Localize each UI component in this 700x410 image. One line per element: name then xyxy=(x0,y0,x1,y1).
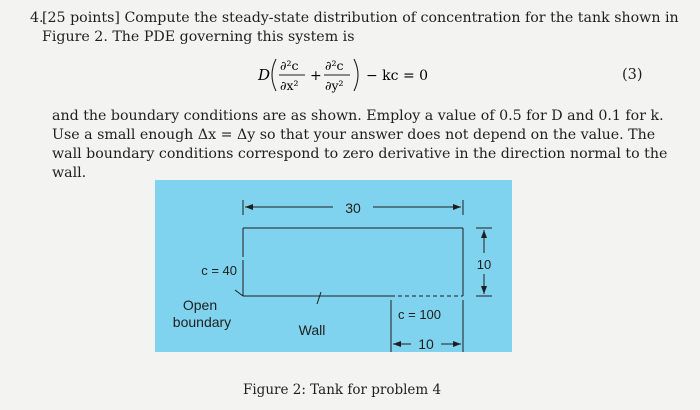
eq-term2-num: ∂²c xyxy=(325,58,344,73)
eq-term1-num: ∂²c xyxy=(280,58,299,73)
open-label-line1: Open xyxy=(182,297,218,313)
problem-points: [25 points] xyxy=(42,10,120,26)
arrowhead-10h-right xyxy=(453,341,461,347)
arrowhead-30-left xyxy=(245,204,253,210)
open-label-line2: boundary xyxy=(172,314,232,330)
problem-statement xyxy=(30,9,682,47)
figure-caption: Figure 2: Tank for problem 4 xyxy=(243,382,442,398)
bottom-width-label: 10 xyxy=(418,336,434,352)
arrowhead-10v-bottom xyxy=(481,286,487,294)
eq-term1-den: ∂x² xyxy=(280,78,299,93)
right-boundary-condition: c = 100 xyxy=(398,307,442,322)
tank-figure xyxy=(155,180,512,352)
problem-followup: and the boundary conditions are as shown. Employ a value of 0.5 for D and 0.1 for k. Use a small enough Δx = Δy so that your answer does not depend on the value. The wall boundary conditions correspond to zero derivative in the direction normal to the wall. xyxy=(52,108,668,181)
eq-term2-den: ∂y² xyxy=(325,78,344,93)
arrowhead-30-right xyxy=(453,204,461,210)
problem-number: 4. xyxy=(30,10,44,26)
pde-equation xyxy=(258,53,458,97)
width-label: 30 xyxy=(345,200,361,216)
arrowhead-10v-top xyxy=(481,230,487,238)
eq-rest: − kc = 0 xyxy=(366,68,429,84)
arrowhead-10h-left xyxy=(393,341,401,347)
open-boundary-leader-line xyxy=(235,290,243,296)
eq-left-paren xyxy=(272,59,276,91)
eq-plus: + xyxy=(310,68,322,84)
height-label: 10 xyxy=(476,257,492,272)
left-boundary-condition: c = 40 xyxy=(201,263,237,278)
wall-label: Wall xyxy=(298,322,326,338)
eq-coefficient: D xyxy=(258,66,271,84)
wall-leader-line xyxy=(317,292,321,304)
equation-number: (3) xyxy=(622,67,643,83)
eq-right-paren xyxy=(354,59,358,91)
problem-text: Compute the steady-state distribution of concentration for the tank shown in Figure 2. The PDE governing this system is xyxy=(42,10,679,45)
